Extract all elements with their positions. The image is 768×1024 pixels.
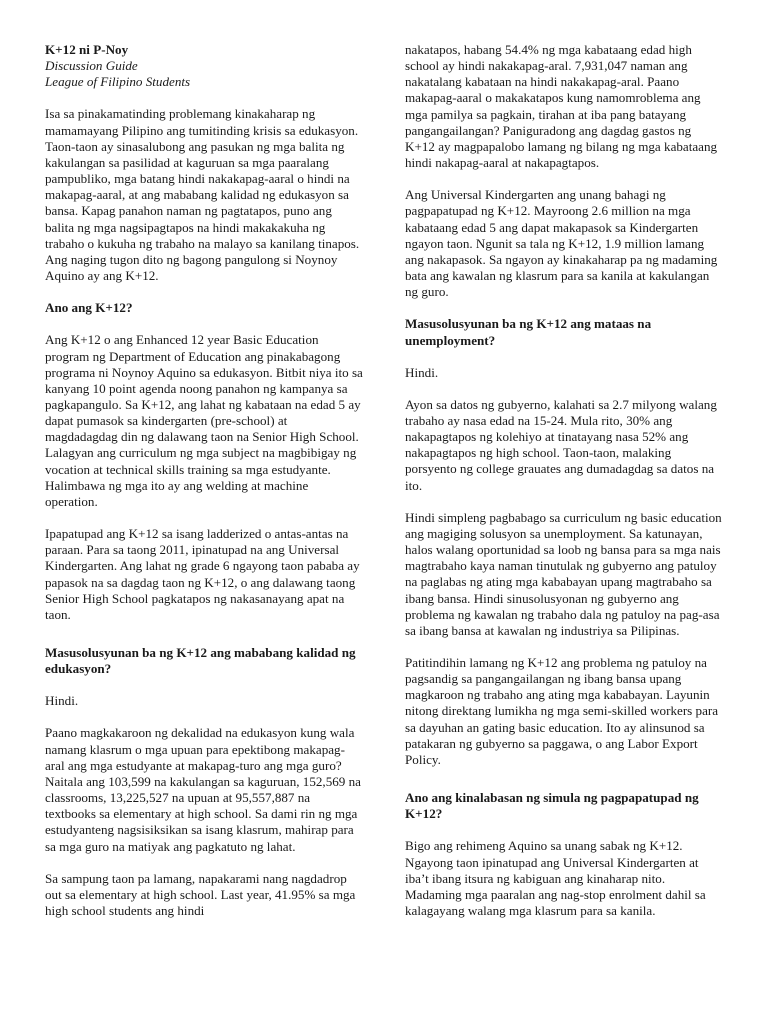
paragraph-labor-export-policy: Patitindihin lamang ng K+12 ang problema ng patuloy na pagsandig sa pangangailangan ng ibang bansa upang magkaroon ng trabaho ang ating mga kababayan. Layunin nitong direktang lumikha ng mga semi-skilled workers para sa dayuhan an gating basic education. Ito ay alinsunod sa patakaran ng gubyerno sa paggawa, o ang Labor Export Policy. bbox=[405, 655, 719, 767]
paragraph-universal-kindergarten: Ang Universal Kindergarten ang unang bahagi ng pagpapatupad ng K+12. Mayroong 2.6 million na mga kabataang edad 5 ang dapat makapasok sa Kindergarten ngayon taon. Ngunit sa tala ng K+12, 1.9 million lamang ang nakapasok. Sa ngayon ay kinakaharap pa ng madaming bata ang kawalan ng klasrum para sa kanila at kakulangan ng guro. bbox=[405, 187, 718, 300]
document-title: K+12 ni P-Noy bbox=[45, 42, 129, 57]
section-heading-unemployment: Masusolusyunan ba ng K+12 ang mataas na unemployment? bbox=[405, 316, 652, 348]
paragraph-classroom-shortage: Paano magkakaroon ng dekalidad na edukasyon kung wala namang klasrum o mga upuan para epektibong makapag-aral ang mga estudyante at makapag-turo ang mga guro? Naitala ang 103,599 na kakulangan sa kaguruan, 152,569 na classrooms, 13,225,527 na upuan at 95,557,887 na textbooks sa elementary at high school. Sa dami rin ng mga estudyanteng nagsisiksikan sa isang klasrum, mahirap para sa mga guro na matiyak ang pagkatuto ng lahat. bbox=[45, 725, 361, 854]
document-subtitle-organization: League of Filipino Students bbox=[45, 74, 191, 90]
section-heading-results: Ano ang kinalabasan ng simula ng pagpapatupad ng K+12? bbox=[405, 790, 699, 822]
answer-no-unemployment: Hindi. bbox=[405, 364, 439, 380]
left-column bbox=[45, 42, 363, 919]
paragraph-curriculum-not-solution: Hindi simpleng pagbabago sa curriculum ng basic education ang magiging solusyon sa unemployment. Sa katunayan, halos walang oportunidad sa loob ng bansa para sa mga nais magtrabaho kaya naman tinutulak ng gubyerno ang patuloy na paglabas ng ating mga kababayan upang magtrabaho sa ibang bansa. Hindi sinusolusyonan ng gubyerno ang problema ng kawalan ng trabaho dala ng patuloy na pag-asa sa ibang bansa at kawalan ng industriya sa Pilipinas. bbox=[405, 509, 722, 638]
paragraph-results: Bigo ang rehimeng Aquino sa unang sabak ng K+12. Ngayong taon ipinatupad ang Universal Kindergarten at iba’t ibang itsura ng kabiguan ang kinaharap nito. Madaming mga paaralan ang nag-stop enrolment dahil sa kalagayang walang mga klasrum para sa kanila. bbox=[405, 838, 706, 919]
paragraph-k12-definition: Ang K+12 o ang Enhanced 12 year Basic Education program ng Department of Education ang pinakabagong programa ni Noynoy Aquino sa edukasyon. Bitbit niya ito sa kanyang 10 point agenda noong panahon ng kampanya sa pagkapangulo. Sa K+12, ang lahat ng kabataan na edad 5 ay dapat pumasok sa kindergarten (pre-school) at magdadagdag din ng dalawang taon na Senior High School. Lalagyan ang curriculum ng mga subject na magbibigay ng vocation at technical skills training sa mga estudyante. Halimbawa ng mga ito ay ang welding at machine operation. bbox=[45, 332, 363, 509]
paragraph-dropouts: Sa sampung taon pa lamang, napakarami nang nagdadrop out sa elementary at high school. Last year, 41.95% sa mga high school students ang hindi bbox=[45, 870, 356, 919]
right-column bbox=[405, 42, 723, 919]
document-subtitle-guide: Discussion Guide bbox=[45, 58, 138, 74]
paragraph-unemployment-data: Ayon sa datos ng gubyerno, kalahati sa 2.7 milyong walang trabaho ay nasa edad na 15-24. Mula rito, 30% ang nakapagtapos ng kolehiyo at tinatayang nasa 52% ang nakapagtapos ng high school. Taon-taon, malaking porsyento ng college grauates ang dumadagdag sa datos na ito. bbox=[405, 396, 717, 493]
paragraph-dropouts-continued: nakatapos, habang 54.4% ng mga kabataang edad high school ay hindi nakakapag-aral. 7,931,047 naman ang nakatalang kabataan na hindi nakakapag-aral. Paano makapag-aaral o makakatapos kung namomroblema ang mga pamilya sa pagkain, tirahan at iba pang batayang pangangailangan? Paniguradong ang dagdag gastos ng K+12 ay magpapalobo lamang ng bilang ng mga kabataang hindi nakapag-aaral at nakapagtapos. bbox=[405, 42, 718, 171]
paragraph-k12-implementation: Ipapatupad ang K+12 sa isang ladderized o antas-antas na paraan. Para sa taong 2011, ipinatupad na ang Universal Kindergarten. Ang lahat ng grade 6 ngayong taon pababa ay papasok na sa dagdag taon ng K+12, o ang dalawang taong Senior High School pagkatapos ng nakasanayang apat na taon. bbox=[45, 526, 360, 622]
section-heading-quality-education: Masusolusyunan ba ng K+12 ang mababang kalidad ng edukasyon? bbox=[45, 645, 356, 677]
section-heading-what-is-k12: Ano ang K+12? bbox=[45, 300, 133, 316]
intro-paragraph: Isa sa pinakamatinding problemang kinakaharap ng mamamayang Pilipino ang tumitinding krisis sa edukasyon. Taon-taon ay sinasalubong ang pasukan ng mga balita ng kakulangan sa pasilidad at kaguruan sa mga paaralang pampubliko, mga batang hindi nakakapag-aaral o hindi na makapag-aaral, at ang mababang kalidad ng edukasyon sa bansa. Kapag panahon naman ng pagtatapos, puno ang balita ng mga nagsipagtapos na hindi makakakuha ng trabaho o kukuha ng trabaho na malayo sa kanilang tinapos. Ang naging tugon dito ng bagong pangulong si Noynoy Aquino ay ang K+12. bbox=[45, 106, 360, 284]
answer-no-quality: Hindi. bbox=[45, 693, 79, 709]
